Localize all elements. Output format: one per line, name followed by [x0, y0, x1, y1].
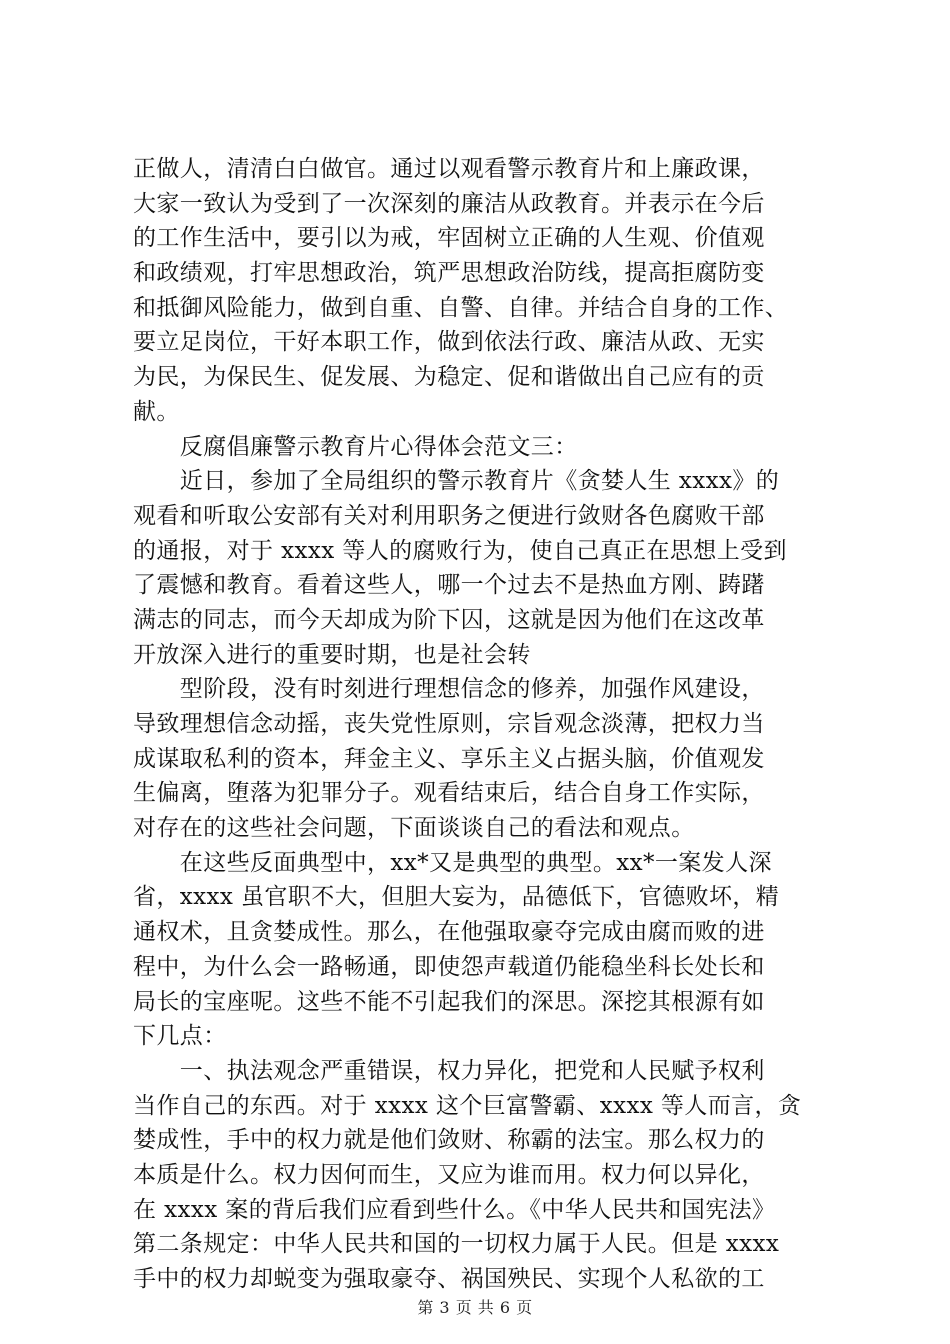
text-line: 一、执法观念严重错误，权力异化，把党和人民赋予权利 [133, 1057, 765, 1084]
text-line: 当作自己的东西。对于 xxxx 这个巨富警霸、xxxx 等人而言，贪 [133, 1092, 802, 1119]
text-line: 正做人，清清白白做官。通过以观看警示教育片和上廉政课， [133, 156, 765, 182]
text-line: 成谋取私利的资本，拜金主义、享乐主义占据头脑，价值观发 [133, 745, 765, 772]
text-line: 近日，参加了全局组织的警示教育片《贪婪人生 xxxx》的 [133, 468, 780, 495]
text-line: 省，xxxx 虽官职不大，但胆大妄为，品德低下，官德败坏，精 [133, 884, 780, 911]
text-line: 婪成性，手中的权力就是他们敛财、称霸的法宝。那么权力的 [133, 1127, 765, 1154]
text-line: 型阶段，没有时刻进行理想信念的修养，加强作风建设， [133, 676, 765, 703]
document-body [133, 152, 833, 1297]
text-line: 开放深入进行的重要时期，也是社会转 [133, 641, 531, 668]
text-line: 导致理想信念动摇，丧失党性原则，宗旨观念淡薄，把权力当 [133, 711, 765, 737]
text-line: 对存在的这些社会问题，下面谈谈自己的看法和观点。 [133, 815, 695, 842]
text-line: 程中，为什么会一路畅通，即使怨声载道仍能稳坐科长处长和 [133, 953, 765, 980]
text-line: 的通报，对于 xxxx 等人的腐败行为，使自己真正在思想上受到 [133, 537, 787, 564]
text-line: 献。 [133, 398, 180, 425]
text-line: 和抵御风险能力，做到自重、自警、自律。并结合自身的工作、 [133, 294, 789, 321]
text-line: 观看和听取公安部有关对利用职务之便进行敛财各色腐败干部 [133, 502, 765, 529]
text-line: 本质是什么。权力因何而生，又应为谁而用。权力何以异化， [133, 1161, 765, 1188]
text-line: 第二条规定：中华人民共和国的一切权力属于人民。但是 xxxx [133, 1231, 780, 1258]
text-line: 反腐倡廉警示教育片心得体会范文三： [133, 433, 578, 460]
text-line: 大家一致认为受到了一次深刻的廉洁从政教育。并表示在今后 [133, 190, 765, 217]
text-line: 和政绩观，打牢思想政治，筑严思想政治防线，提高拒腐防变 [133, 260, 765, 287]
text-line: 生偏离，堕落为犯罪分子。观看结束后，结合自身工作实际， [133, 780, 765, 807]
text-line: 满志的同志，而今天却成为阶下囚，这就是因为他们在这改革 [133, 606, 765, 633]
text-line: 了震憾和教育。看着这些人，哪一个过去不是热血方刚、踌躇 [133, 572, 765, 599]
text-line: 下几点： [133, 1023, 227, 1050]
text-line: 手中的权力却蜕变为强取豪夺、祸国殃民、实现个人私欲的工 [133, 1266, 765, 1292]
text-line: 在 xxxx 案的背后我们应看到些什么。《中华人民共和国宪法》 [133, 1196, 776, 1223]
text-line: 局长的宝座呢。这些不能不引起我们的深思。深挖其根源有如 [133, 988, 765, 1015]
text-line: 要立足岗位，干好本职工作，做到依法行政、廉洁从政、无实 [133, 329, 765, 356]
text-line: 通权术，且贪婪成性。那么，在他强取豪夺完成由腐而败的进 [133, 919, 765, 946]
text-line: 的工作生活中，要引以为戒，牢固树立正确的人生观、价值观 [133, 225, 765, 252]
page-footer: 第 3 页 共 6 页 [417, 1298, 533, 1317]
text-line: 为民，为保民生、促发展、为稳定、促和谐做出自己应有的贡 [133, 364, 765, 391]
text-line: 在这些反面典型中，xx*又是典型的典型。xx*一案发人深 [133, 849, 772, 876]
